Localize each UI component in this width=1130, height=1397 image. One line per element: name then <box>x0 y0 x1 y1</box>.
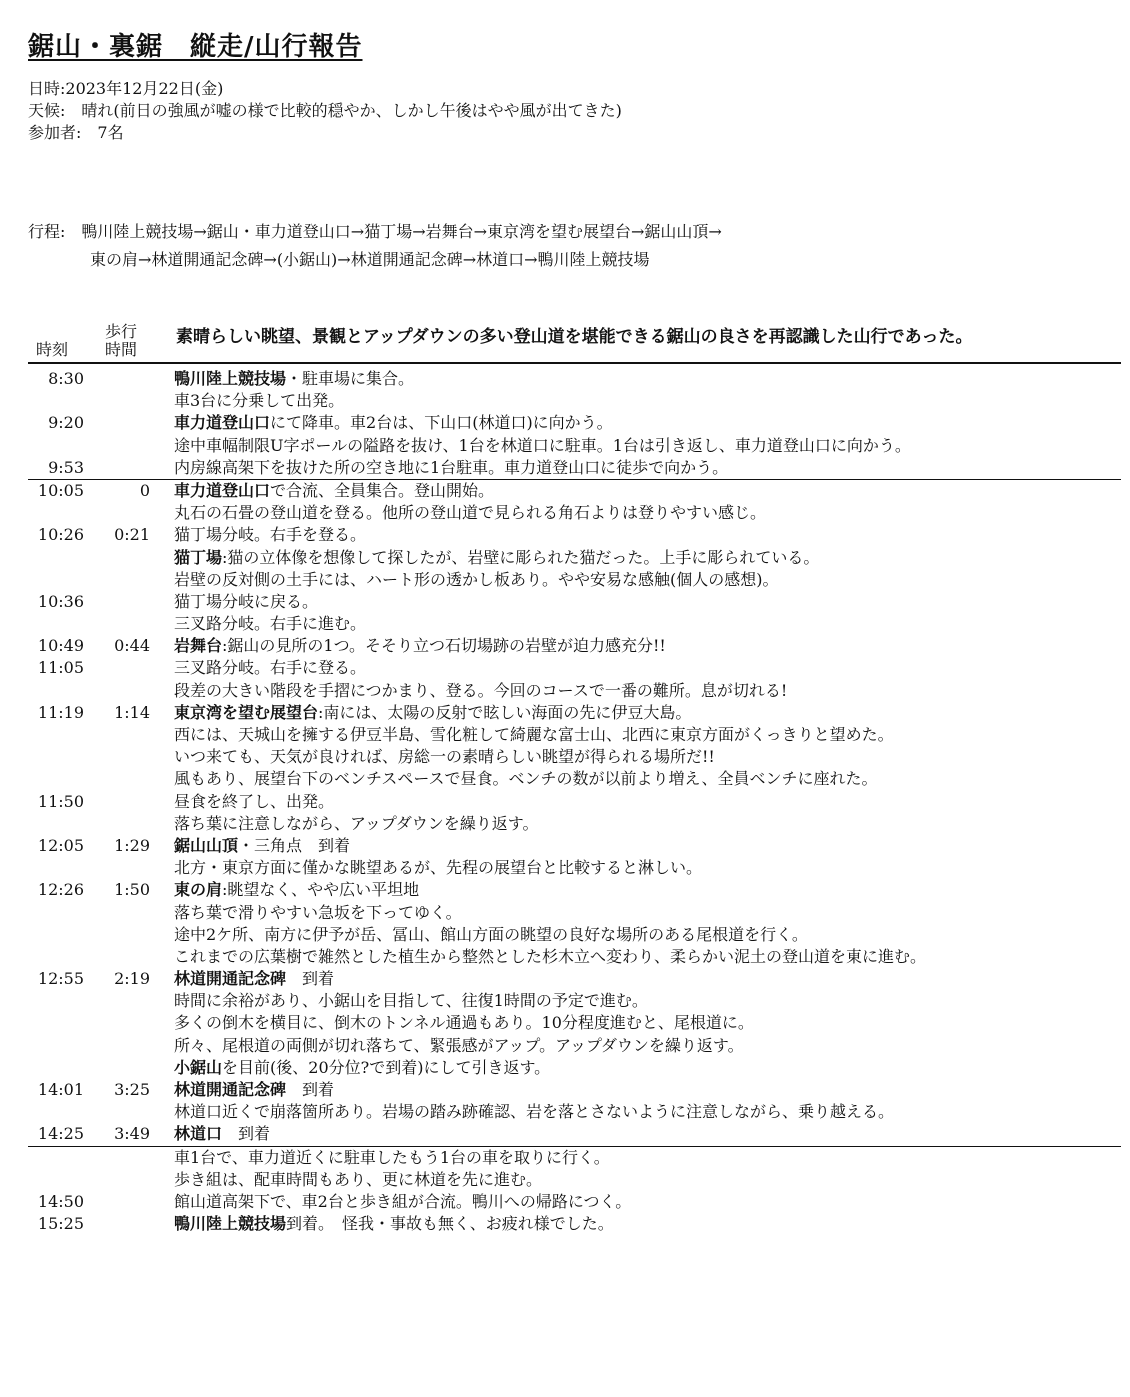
row-description <box>174 924 808 946</box>
row-place: 東京湾を望む展望台 <box>174 702 319 722</box>
row-text: 北方・東京方面に僅かな眺望あるが、先程の展望台と比較すると淋しい。 <box>174 858 703 878</box>
row-description <box>174 946 926 968</box>
row-walk-time: 3:25 <box>114 1080 150 1099</box>
row-description <box>174 857 702 879</box>
row-time: 10:49 <box>37 636 84 656</box>
row-text: 三叉路分岐。右手に登る。 <box>174 658 367 678</box>
row-description <box>174 1101 894 1123</box>
table-row <box>28 1079 1121 1101</box>
route-line-1: 行程: 鴨川陸上競技場→鋸山・車力道登山口→猫丁場→岩舞台→東京湾を望む展望台→鋸山山頂→ <box>28 222 722 241</box>
row-description <box>174 990 648 1012</box>
row-description <box>174 435 911 457</box>
row-description <box>174 968 334 990</box>
row-description <box>174 1213 614 1235</box>
row-text: 三叉路分岐。右手に進む。 <box>174 614 367 634</box>
row-time: 10:36 <box>37 591 84 611</box>
row-time: 12:55 <box>37 969 84 989</box>
row-text: 到着 <box>222 1124 271 1144</box>
table-row <box>28 702 1121 724</box>
row-text: 館山道高架下で、車2台と歩き組が合流。鴨川への帰路につく。 <box>174 1191 632 1211</box>
row-text: 落ち葉に注意しながら、アップダウンを繰り返す。 <box>174 813 539 833</box>
participants-line: 参加者: 7名 <box>28 123 124 142</box>
row-place: 小鋸山 <box>174 1057 223 1077</box>
row-text: 到着 <box>286 1080 335 1099</box>
row-time: 11:50 <box>37 791 84 811</box>
table-row <box>28 1012 1121 1034</box>
row-text: 途中2ケ所、南方に伊予が岳、冨山、館山方面の眺望の良好な場所のある尾根道を行く。 <box>174 924 808 944</box>
table-row <box>28 591 1121 613</box>
row-walk-time: 1:50 <box>114 880 150 900</box>
row-time: 9:20 <box>48 413 84 433</box>
row-walk-time: 0:44 <box>114 636 150 656</box>
row-time: 10:26 <box>37 525 84 545</box>
row-description <box>174 569 779 591</box>
row-text: 猫丁場分岐に戻る。 <box>174 591 319 611</box>
row-description <box>174 1169 542 1191</box>
table-row <box>28 502 1121 524</box>
row-description <box>174 547 819 569</box>
table-row <box>28 390 1121 412</box>
row-time: 14:25 <box>37 1124 84 1144</box>
summary-heading: 素晴らしい眺望、景観とアップダウンの多い登山道を堪能できる鋸山の良さを再認識した山行であった。 <box>176 327 973 347</box>
row-place: 車力道登山口 <box>174 413 271 433</box>
row-description <box>174 502 766 524</box>
table-row <box>28 924 1121 946</box>
table-row <box>28 412 1121 434</box>
table-row <box>28 457 1121 479</box>
row-text: にて降車。車2台は、下山口(林道口)に向かう。 <box>270 413 613 433</box>
table-row <box>28 1213 1121 1235</box>
row-description <box>174 591 318 613</box>
table-row <box>28 368 1121 390</box>
row-place: 林道開通記念碑 <box>174 969 287 989</box>
row-walk-time: 1:14 <box>114 702 150 722</box>
row-text: 到着 <box>286 969 335 989</box>
column-header-walk-time: 歩行 時間 <box>104 322 137 359</box>
row-walk-time: 0:21 <box>114 525 150 545</box>
row-walk-time: 0 <box>139 480 150 500</box>
row-text: 内房線高架下を抜けた所の空き地に1台駐車。車力道登山口に徒歩で向かう。 <box>174 457 729 477</box>
table-row <box>28 1101 1121 1123</box>
page-title: 鋸山・裏鋸 縦走/山行報告 <box>28 32 363 62</box>
row-place: 岩舞台 <box>174 636 223 656</box>
row-description <box>174 791 334 813</box>
column-header-time: 時刻 <box>36 340 69 359</box>
table-row <box>28 657 1121 679</box>
row-description <box>174 390 344 412</box>
row-description <box>174 835 350 857</box>
row-walk-time: 2:19 <box>114 969 150 989</box>
table-row <box>28 1191 1121 1213</box>
row-walk-time: 1:29 <box>114 835 150 855</box>
row-description <box>174 1035 744 1057</box>
row-time: 14:50 <box>37 1191 84 1211</box>
log-table <box>28 368 1121 1235</box>
row-description <box>174 1123 270 1145</box>
table-row <box>28 479 1121 502</box>
table-row <box>28 968 1121 990</box>
row-description <box>174 1079 334 1101</box>
row-text: 途中車幅制限U字ポールの隘路を抜け、1台を林道口に駐車。1台は引き返し、車力道登山口に向かう。 <box>174 435 911 455</box>
row-description <box>174 768 878 790</box>
row-text: 林道口近くで崩落箇所あり。岩場の踏み跡確認、岩を落とさないように注意しながら、乗り越える。 <box>174 1102 895 1122</box>
row-time: 8:30 <box>48 369 84 388</box>
row-text: を目前(後、20分位?で到着)にして引き返す。 <box>222 1057 551 1077</box>
row-text: 昼食を終了し、出発。 <box>174 791 335 811</box>
row-description <box>174 1191 631 1213</box>
row-text: ・三角点 到着 <box>238 835 351 855</box>
table-row <box>28 946 1121 968</box>
row-place: 林道口 <box>174 1124 223 1144</box>
row-text: :鋸山の見所の1つ。そそり立つ石切場跡の岩壁が迫力感充分!! <box>222 636 666 656</box>
row-text: 到着。 怪我・事故も無く、お疲れ様でした。 <box>286 1214 614 1234</box>
row-text: 車3台に分乗して出発。 <box>174 391 345 411</box>
table-row <box>28 1057 1121 1079</box>
row-place: 林道開通記念碑 <box>174 1080 287 1099</box>
table-row <box>28 613 1121 635</box>
row-text: 西には、天城山を擁する伊豆半島、雪化粧して綺麗な富士山、北西に東京方面がくっきりと望めた。 <box>174 725 894 744</box>
table-row <box>28 746 1121 768</box>
row-description <box>174 480 494 502</box>
row-place: 鋸山山頂 <box>174 835 239 855</box>
row-description <box>174 657 366 679</box>
row-text: 多くの倒木を横目に、倒木のトンネル通過もあり。10分程度進むと、尾根道に。 <box>174 1013 754 1033</box>
table-row <box>28 569 1121 591</box>
table-row <box>28 768 1121 790</box>
row-description <box>174 1012 754 1034</box>
row-text: 時間に余裕があり、小鋸山を目指して、往復1時間の予定で進む。 <box>174 991 648 1011</box>
table-row <box>28 857 1121 879</box>
row-place: 車力道登山口 <box>174 480 271 500</box>
row-text: 落ち葉で滑りやすい急坂を下ってゆく。 <box>174 902 462 922</box>
row-text: 所々、尾根道の両側が切れ落ちて、緊張感がアップ。アップダウンを繰り返す。 <box>174 1035 744 1055</box>
row-time: 11:19 <box>37 702 84 722</box>
row-walk-time: 3:49 <box>114 1124 150 1144</box>
date-line: 日時:2023年12月22日(金) <box>28 79 224 98</box>
row-text: :眺望なく、やや広い平坦地 <box>222 880 420 900</box>
weather-line: 天候: 晴れ(前日の強風が嘘の様で比較的穏やか、しかし午後はやや風が出てきた) <box>28 101 622 120</box>
row-time: 14:01 <box>37 1080 84 1099</box>
table-row <box>28 724 1121 746</box>
row-text: :南には、太陽の反射で眩しい海面の先に伊豆大島。 <box>318 702 692 722</box>
row-text: 岩壁の反対側の土手には、ハート形の透かし板あり。やや安易な感触(個人の感想)。 <box>174 569 779 589</box>
table-row <box>28 1035 1121 1057</box>
row-description <box>174 746 715 768</box>
row-description <box>174 1147 610 1169</box>
row-text: 歩き組は、配車時間もあり、更に林道を先に進む。 <box>174 1169 543 1189</box>
row-text: いつ来ても、天気が良ければ、房総一の素晴らしい眺望が得られる場所だ!! <box>174 747 715 767</box>
row-text: 風もあり、展望台下のベンチスペースで昼食。ベンチの数が以前より増え、全員ベンチに座れた。 <box>174 769 878 789</box>
row-description <box>174 724 894 746</box>
route <box>28 218 722 274</box>
row-place: 猫丁場 <box>174 547 223 567</box>
row-time: 15:25 <box>37 1214 84 1234</box>
table-row <box>28 835 1121 857</box>
row-text: 段差の大きい階段を手摺につかまり、登る。今回のコースで一番の難所。息が切れる! <box>174 680 788 700</box>
row-time: 11:05 <box>37 658 84 678</box>
row-place: 東の肩 <box>174 880 223 900</box>
row-time: 12:26 <box>37 880 84 900</box>
row-description <box>174 879 419 901</box>
header-rule <box>28 362 1121 364</box>
row-text: 猫丁場分岐。右手を登る。 <box>174 525 367 545</box>
row-place: 鴨川陸上競技場 <box>174 369 287 388</box>
table-row <box>28 524 1121 546</box>
row-description <box>174 613 366 635</box>
row-description <box>174 680 787 702</box>
route-line-2: 東の肩→林道開通記念碑→(小鋸山)→林道開通記念碑→林道口→鴨川陸上競技場 <box>90 250 650 269</box>
table-row <box>28 1123 1121 1145</box>
table-row <box>28 879 1121 901</box>
row-place: 鴨川陸上競技場 <box>174 1214 287 1234</box>
row-description <box>174 902 462 924</box>
row-description <box>174 702 691 724</box>
table-row <box>28 791 1121 813</box>
row-description <box>174 1057 550 1079</box>
table-row <box>28 435 1121 457</box>
row-description <box>174 412 613 434</box>
table-row <box>28 680 1121 702</box>
row-text: 車1台で、車力道近くに駐車したもう1台の車を取りに行く。 <box>174 1147 610 1167</box>
row-time: 12:05 <box>37 835 84 855</box>
table-row <box>28 547 1121 569</box>
table-row <box>28 813 1121 835</box>
table-row <box>28 1169 1121 1191</box>
table-row <box>28 902 1121 924</box>
row-time: 9:53 <box>48 457 84 477</box>
row-description <box>174 524 366 546</box>
row-text: :猫の立体像を想像して探したが、岩壁に彫られた猫だった。上手に彫られている。 <box>222 547 820 567</box>
row-text: ・駐車場に集合。 <box>286 369 415 388</box>
table-row <box>28 990 1121 1012</box>
row-description <box>174 457 728 479</box>
row-description <box>174 368 414 390</box>
table-row <box>28 635 1121 657</box>
row-description <box>174 635 666 657</box>
row-text: で合流、全員集合。登山開始。 <box>270 480 495 500</box>
row-time: 10:05 <box>37 480 84 500</box>
row-text: これまでの広葉樹で雑然とした植生から整然とした杉木立へ変わり、柔らかい泥土の登山道を東に進む。 <box>174 946 927 966</box>
row-description <box>174 813 538 835</box>
row-text: 丸石の石畳の登山道を登る。他所の登山道で見られる角石よりは登りやすい感じ。 <box>174 503 767 523</box>
table-row <box>28 1146 1121 1169</box>
